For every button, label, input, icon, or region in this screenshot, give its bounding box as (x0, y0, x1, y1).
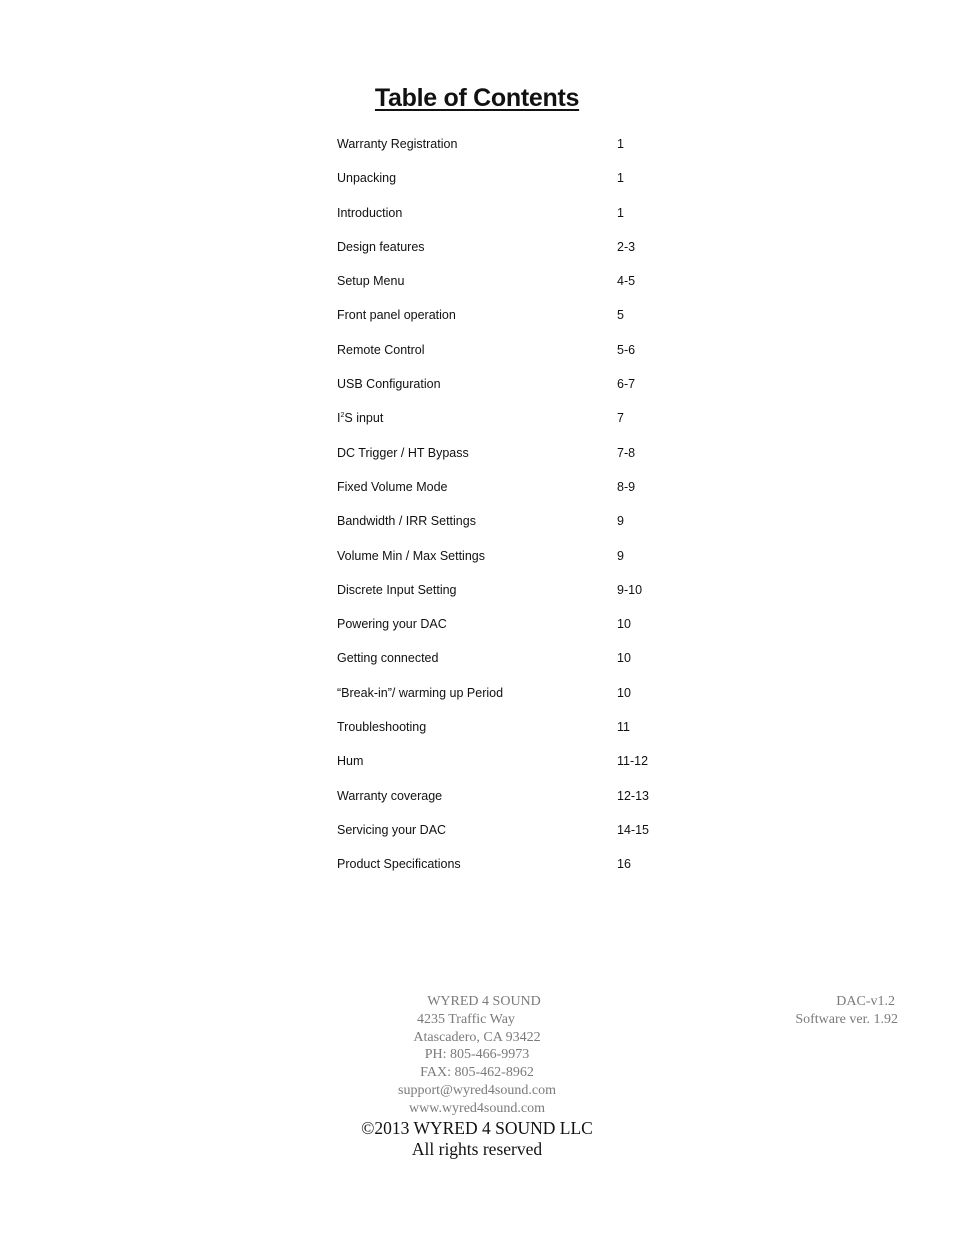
toc-entry-label: Volume Min / Max Settings (337, 548, 485, 563)
toc-entry-page: 14-15 (617, 822, 649, 837)
toc-row (337, 513, 677, 547)
street-address: 4235 Traffic Way (417, 1011, 515, 1027)
toc-row (337, 753, 677, 787)
toc-row (337, 170, 677, 204)
toc-entry-label: Warranty coverage (337, 788, 443, 803)
toc-row (337, 205, 677, 239)
toc-entry-label: DC Trigger / HT Bypass (337, 445, 469, 460)
toc-row (337, 376, 677, 410)
phone-number: PH: 805-466-9973 (424, 1047, 530, 1063)
toc-row (337, 719, 677, 753)
toc-row (337, 788, 677, 822)
toc-row (337, 856, 677, 890)
toc-entry-page: 4-5 (617, 274, 636, 289)
toc-entry-label: Getting connected (337, 651, 439, 666)
toc-entry-page: 16 (617, 857, 631, 872)
toc-row (337, 410, 677, 444)
city-state-zip: Atascadero, CA 93422 (413, 1029, 541, 1045)
toc-entry-label: Design features (337, 239, 425, 254)
toc-entry-page: 6-7 (617, 377, 636, 392)
toc-entry-page: 12-13 (617, 788, 649, 803)
toc-entry-label: Setup Menu (337, 274, 405, 289)
toc-entry-page: 10 (617, 617, 631, 632)
toc-entry-page: 9 (617, 548, 624, 563)
toc-entry-label: Fixed Volume Mode (337, 479, 448, 494)
toc-row (337, 136, 677, 170)
toc-entry-page: 11 (617, 720, 630, 735)
table-of-contents (337, 136, 677, 891)
toc-row (337, 685, 677, 719)
toc-entry-label: Warranty Registration (337, 137, 458, 151)
toc-entry-label: Troubleshooting (337, 720, 427, 735)
toc-entry-label: “Break-in”/ warming up Period (337, 685, 504, 700)
toc-entry-label: Unpacking (337, 171, 397, 186)
toc-entry-label-superscript: 2 (340, 412, 345, 420)
toc-row (337, 822, 677, 856)
toc-entry-page: 1 (617, 171, 624, 186)
page-title: Table of Contents (374, 84, 580, 112)
copyright-notice (327, 1118, 627, 1160)
fax-number: FAX: 805-462-8962 (420, 1065, 534, 1081)
toc-row (337, 582, 677, 616)
toc-entry-label: Powering your DAC (337, 617, 447, 632)
toc-entry-page: 5-6 (617, 342, 636, 357)
toc-entry-page: 8-9 (617, 479, 636, 494)
toc-row (337, 239, 677, 273)
toc-entry-page: 7 (617, 411, 624, 426)
company-name: WYRED 4 SOUND (427, 994, 541, 1009)
software-version: Software ver. 1.92 (795, 1011, 898, 1027)
toc-entry-label-prefix: I (337, 411, 341, 426)
toc-entry-page: 1 (617, 137, 624, 151)
toc-entry-label: Discrete Input Setting (337, 582, 457, 597)
toc-row (337, 479, 677, 513)
toc-entry-label: USB Configuration (337, 377, 441, 392)
toc-entry-label: Bandwidth / IRR Settings (337, 514, 476, 529)
toc-entry-label: Remote Control (337, 342, 425, 357)
toc-entry-page: 1 (617, 205, 624, 220)
toc-entry-label: Hum (337, 754, 364, 769)
toc-entry-label (337, 410, 383, 426)
toc-entry-page: 9-10 (617, 582, 643, 597)
toc-entry-page: 2-3 (617, 239, 636, 254)
toc-row (337, 307, 677, 341)
toc-entry-label: Front panel operation (337, 308, 456, 323)
toc-entry-label-suffix: S input (344, 411, 384, 426)
toc-entry-page: 10 (617, 651, 631, 666)
support-email: support@wyred4sound.com (398, 1082, 556, 1098)
rights-line: All rights reserved (411, 1139, 543, 1159)
toc-entry-label: Servicing your DAC (337, 822, 447, 837)
model-version: DAC-v1.2 (836, 994, 895, 1009)
toc-entry-page: 10 (617, 685, 631, 700)
toc-row (337, 650, 677, 684)
company-address (327, 993, 627, 1118)
toc-row (337, 616, 677, 650)
toc-row (337, 273, 677, 307)
toc-entry-page: 11-12 (617, 754, 649, 769)
toc-row (337, 445, 677, 479)
toc-entry-page: 9 (617, 514, 624, 529)
toc-entry-label: Product Specifications (337, 857, 461, 872)
version-info (795, 993, 898, 1029)
copyright-line: ©2013 WYRED 4 SOUND LLC (361, 1118, 593, 1138)
toc-entry-label: Introduction (337, 205, 403, 220)
toc-entry-page: 7-8 (617, 445, 636, 460)
toc-row (337, 342, 677, 376)
website-url: www.wyred4sound.com (409, 1100, 545, 1116)
toc-row (337, 548, 677, 582)
toc-entry-page: 5 (617, 308, 624, 323)
